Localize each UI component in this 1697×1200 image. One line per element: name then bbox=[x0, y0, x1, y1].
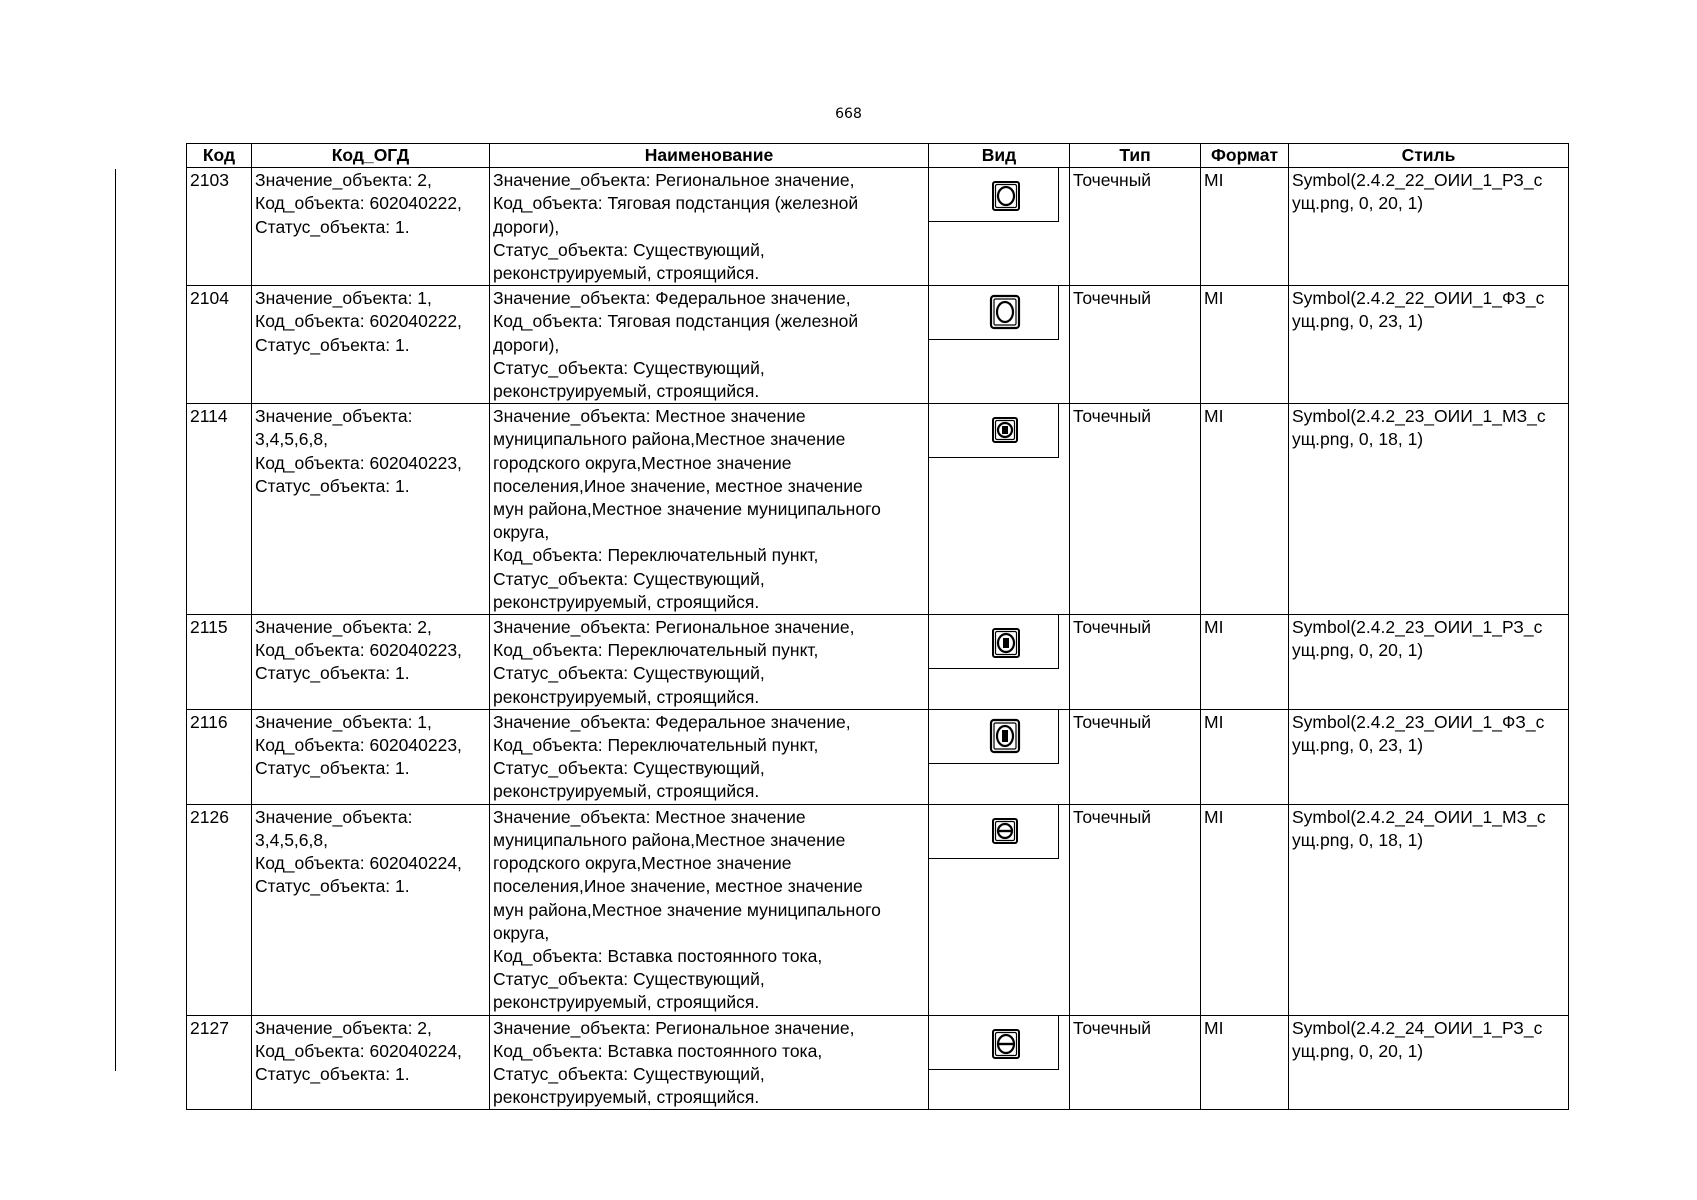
dc-insert-local-icon bbox=[991, 817, 1019, 845]
switching-point-regional-icon bbox=[991, 627, 1021, 659]
cell-code-ogd: Значение_объекта: 2, Код_объекта: 602040222, Статус_объекта: 1. bbox=[252, 168, 490, 286]
cell-name: Значение_объекта: Местное значение муниципального района,Местное значение городского округа,Местное значение поселения,Иное значение, местное значение мун района,Местное значение муниципального округа, Код_объекта: Переключательный пункт, Статус_объекта: Существующий, реконструируемый, строящийся. bbox=[490, 404, 929, 615]
cell-name: Значение_объекта: Федеральное значение, Код_объекта: Тяговая подстанция (железной дороги), Статус_объекта: Существующий, реконструируемый, строящийся. bbox=[490, 286, 929, 404]
cell-name: Значение_объекта: Федеральное значение, Код_объекта: Переключательный пункт, Статус_объекта: Существующий, реконструируемый, строящийся. bbox=[490, 709, 929, 804]
cell-view bbox=[929, 168, 1070, 286]
cell-code: 2127 bbox=[187, 1015, 252, 1110]
header-format: Формат bbox=[1201, 144, 1289, 168]
substation-federal-icon bbox=[989, 294, 1021, 330]
cell-code: 2115 bbox=[187, 615, 252, 710]
cell-type: Точечный bbox=[1070, 168, 1201, 286]
cell-format: MI bbox=[1201, 615, 1289, 710]
cell-style: Symbol(2.4.2_23_ОИИ_1_РЗ_с ущ.png, 0, 20, 1) bbox=[1289, 615, 1569, 710]
dc-insert-regional-icon bbox=[991, 1028, 1021, 1060]
header-code: Код bbox=[187, 144, 252, 168]
table-row bbox=[187, 168, 1569, 286]
table-header-row bbox=[187, 144, 1569, 168]
header-code-ogd: Код_ОГД bbox=[252, 144, 490, 168]
cell-style: Symbol(2.4.2_22_ОИИ_1_ФЗ_с ущ.png, 0, 23, 1) bbox=[1289, 286, 1569, 404]
cell-format: MI bbox=[1201, 1015, 1289, 1110]
header-view: Вид bbox=[929, 144, 1070, 168]
cell-style: Symbol(2.4.2_23_ОИИ_1_ФЗ_с ущ.png, 0, 23, 1) bbox=[1289, 709, 1569, 804]
header-style: Стиль bbox=[1289, 144, 1569, 168]
cell-type: Точечный bbox=[1070, 1015, 1201, 1110]
header-name: Наименование bbox=[490, 144, 929, 168]
cell-format: MI bbox=[1201, 404, 1289, 615]
cell-type: Точечный bbox=[1070, 404, 1201, 615]
cell-code-ogd: Значение_объекта: 1, Код_объекта: 602040223, Статус_объекта: 1. bbox=[252, 709, 490, 804]
margin-change-bar bbox=[115, 169, 116, 1071]
cell-name: Значение_объекта: Региональное значение, Код_объекта: Вставка постоянного тока, Статус_объекта: Существующий, реконструируемый, строящийся. bbox=[490, 1015, 929, 1110]
cell-code-ogd: Значение_объекта: 2, Код_объекта: 602040223, Статус_объекта: 1. bbox=[252, 615, 490, 710]
page-number: 668 bbox=[835, 106, 862, 122]
table-row bbox=[187, 709, 1569, 804]
symbol-catalog-table bbox=[186, 143, 1569, 1110]
cell-style: Symbol(2.4.2_22_ОИИ_1_РЗ_с ущ.png, 0, 20, 1) bbox=[1289, 168, 1569, 286]
cell-code-ogd: Значение_объекта: 2, Код_объекта: 602040224, Статус_объекта: 1. bbox=[252, 1015, 490, 1110]
cell-name: Значение_объекта: Местное значение муниципального района,Местное значение городского округа,Местное значение поселения,Иное значение, местное значение мун района,Местное значение муниципального округа, Код_объекта: Вставка постоянного тока, Статус_объекта: Существующий, реконструируемый, строящийся. bbox=[490, 804, 929, 1015]
cell-code: 2126 bbox=[187, 804, 252, 1015]
cell-code-ogd: Значение_объекта: 3,4,5,6,8, Код_объекта: 602040223, Статус_объекта: 1. bbox=[252, 404, 490, 615]
switching-point-federal-icon bbox=[989, 718, 1021, 754]
cell-view bbox=[929, 404, 1070, 615]
cell-view bbox=[929, 615, 1070, 710]
cell-code: 2103 bbox=[187, 168, 252, 286]
cell-format: MI bbox=[1201, 709, 1289, 804]
cell-code-ogd: Значение_объекта: 3,4,5,6,8, Код_объекта: 602040224, Статус_объекта: 1. bbox=[252, 804, 490, 1015]
cell-view bbox=[929, 804, 1070, 1015]
cell-format: MI bbox=[1201, 804, 1289, 1015]
cell-view bbox=[929, 1015, 1070, 1110]
table-row bbox=[187, 286, 1569, 404]
cell-style: Symbol(2.4.2_24_ОИИ_1_МЗ_с ущ.png, 0, 18, 1) bbox=[1289, 804, 1569, 1015]
table-row bbox=[187, 404, 1569, 615]
cell-view bbox=[929, 286, 1070, 404]
cell-name: Значение_объекта: Региональное значение, Код_объекта: Тяговая подстанция (железной дороги), Статус_объекта: Существующий, реконструируемый, строящийся. bbox=[490, 168, 929, 286]
switching-point-local-icon bbox=[991, 416, 1019, 444]
cell-view bbox=[929, 709, 1070, 804]
cell-style: Symbol(2.4.2_23_ОИИ_1_МЗ_с ущ.png, 0, 18, 1) bbox=[1289, 404, 1569, 615]
table-row bbox=[187, 804, 1569, 1015]
cell-name: Значение_объекта: Региональное значение, Код_объекта: Переключательный пункт, Статус_объекта: Существующий, реконструируемый, строящийся. bbox=[490, 615, 929, 710]
cell-type: Точечный bbox=[1070, 615, 1201, 710]
table-row bbox=[187, 1015, 1569, 1110]
cell-type: Точечный bbox=[1070, 286, 1201, 404]
table-row bbox=[187, 615, 1569, 710]
cell-format: MI bbox=[1201, 168, 1289, 286]
cell-style: Symbol(2.4.2_24_ОИИ_1_РЗ_с ущ.png, 0, 20, 1) bbox=[1289, 1015, 1569, 1110]
cell-code-ogd: Значение_объекта: 1, Код_объекта: 602040222, Статус_объекта: 1. bbox=[252, 286, 490, 404]
header-type: Тип bbox=[1070, 144, 1201, 168]
cell-code: 2104 bbox=[187, 286, 252, 404]
cell-type: Точечный bbox=[1070, 709, 1201, 804]
cell-code: 2116 bbox=[187, 709, 252, 804]
substation-regional-icon bbox=[991, 180, 1021, 212]
cell-format: MI bbox=[1201, 286, 1289, 404]
cell-type: Точечный bbox=[1070, 804, 1201, 1015]
cell-code: 2114 bbox=[187, 404, 252, 615]
